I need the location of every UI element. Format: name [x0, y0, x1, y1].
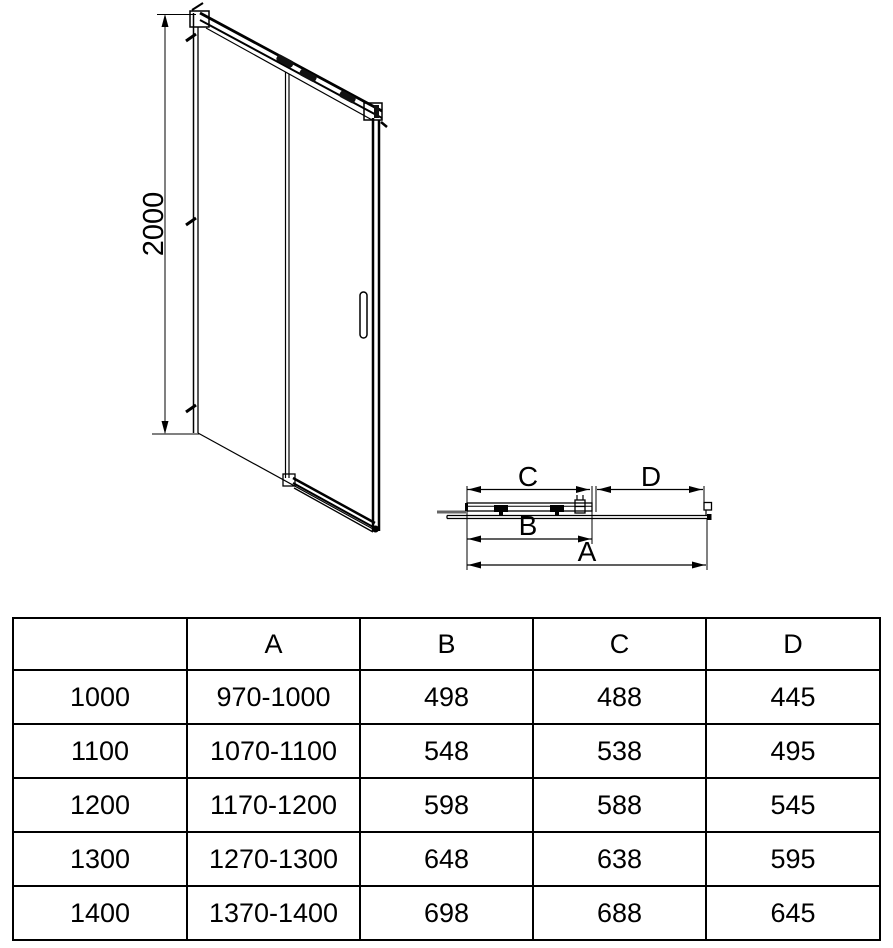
front-view-drawing — [138, 3, 387, 533]
cell-a: 1070-1100 — [187, 724, 360, 778]
table-header-size — [13, 618, 187, 670]
cell-b: 598 — [360, 778, 533, 832]
wall-profile-left — [186, 3, 209, 433]
dimension-a — [467, 536, 706, 569]
table-row — [13, 670, 880, 724]
arrow-up-icon — [162, 14, 169, 27]
table-header-row — [13, 618, 880, 670]
bottom-rail-end-cap — [372, 526, 379, 533]
wall-bracket-top — [186, 34, 196, 41]
dim-label-b: B — [518, 510, 538, 541]
table-row — [13, 724, 880, 778]
plan-roller-2 — [550, 505, 564, 512]
arrow-down-icon — [162, 421, 169, 434]
table-row — [13, 778, 880, 832]
dim-label-d: D — [640, 461, 662, 492]
cell-b: 648 — [360, 832, 533, 886]
cell-b: 698 — [360, 886, 533, 940]
dim-label-c: C — [517, 461, 539, 492]
cell-d: 445 — [706, 670, 880, 724]
cell-size: 1300 — [13, 832, 187, 886]
wall-bracket-middle — [186, 218, 196, 225]
door-profile-right — [373, 118, 387, 531]
cell-c: 688 — [533, 886, 706, 940]
wall-bracket-bottom — [186, 405, 196, 412]
table-header-d: D — [706, 618, 880, 670]
cell-size: 1100 — [13, 724, 187, 778]
glass-divider — [286, 72, 290, 478]
plan-panel-end-cap — [707, 514, 712, 520]
cell-d: 595 — [706, 832, 880, 886]
table-header-c: C — [533, 618, 706, 670]
cell-size: 1400 — [13, 886, 187, 940]
door-handle — [360, 292, 367, 338]
cell-c: 588 — [533, 778, 706, 832]
cell-d: 495 — [706, 724, 880, 778]
top-rail — [200, 13, 382, 121]
height-dimension — [138, 14, 200, 434]
cell-size: 1000 — [13, 670, 187, 724]
dimension-d — [597, 461, 703, 493]
cell-c: 638 — [533, 832, 706, 886]
dimension-c — [467, 461, 590, 493]
cell-d: 645 — [706, 886, 880, 940]
plan-view-drawing — [437, 461, 712, 570]
cell-a: 970-1000 — [187, 670, 360, 724]
cell-a: 1370-1400 — [187, 886, 360, 940]
table-header-a: A — [187, 618, 360, 670]
plan-wall-profile-right — [704, 503, 712, 511]
size-table — [12, 617, 881, 941]
cell-d: 545 — [706, 778, 880, 832]
cell-a: 1170-1200 — [187, 778, 360, 832]
table-header-b: B — [360, 618, 533, 670]
height-dimension-label: 2000 — [138, 191, 170, 257]
cell-size: 1200 — [13, 778, 187, 832]
cell-c: 488 — [533, 670, 706, 724]
dim-label-a: A — [577, 536, 597, 567]
table-row — [13, 832, 880, 886]
cell-b: 498 — [360, 670, 533, 724]
plan-bracket — [575, 495, 585, 513]
plan-roller-1 — [494, 505, 508, 512]
cell-c: 538 — [533, 724, 706, 778]
table-row — [13, 886, 880, 940]
cell-a: 1270-1300 — [187, 832, 360, 886]
cell-b: 548 — [360, 724, 533, 778]
